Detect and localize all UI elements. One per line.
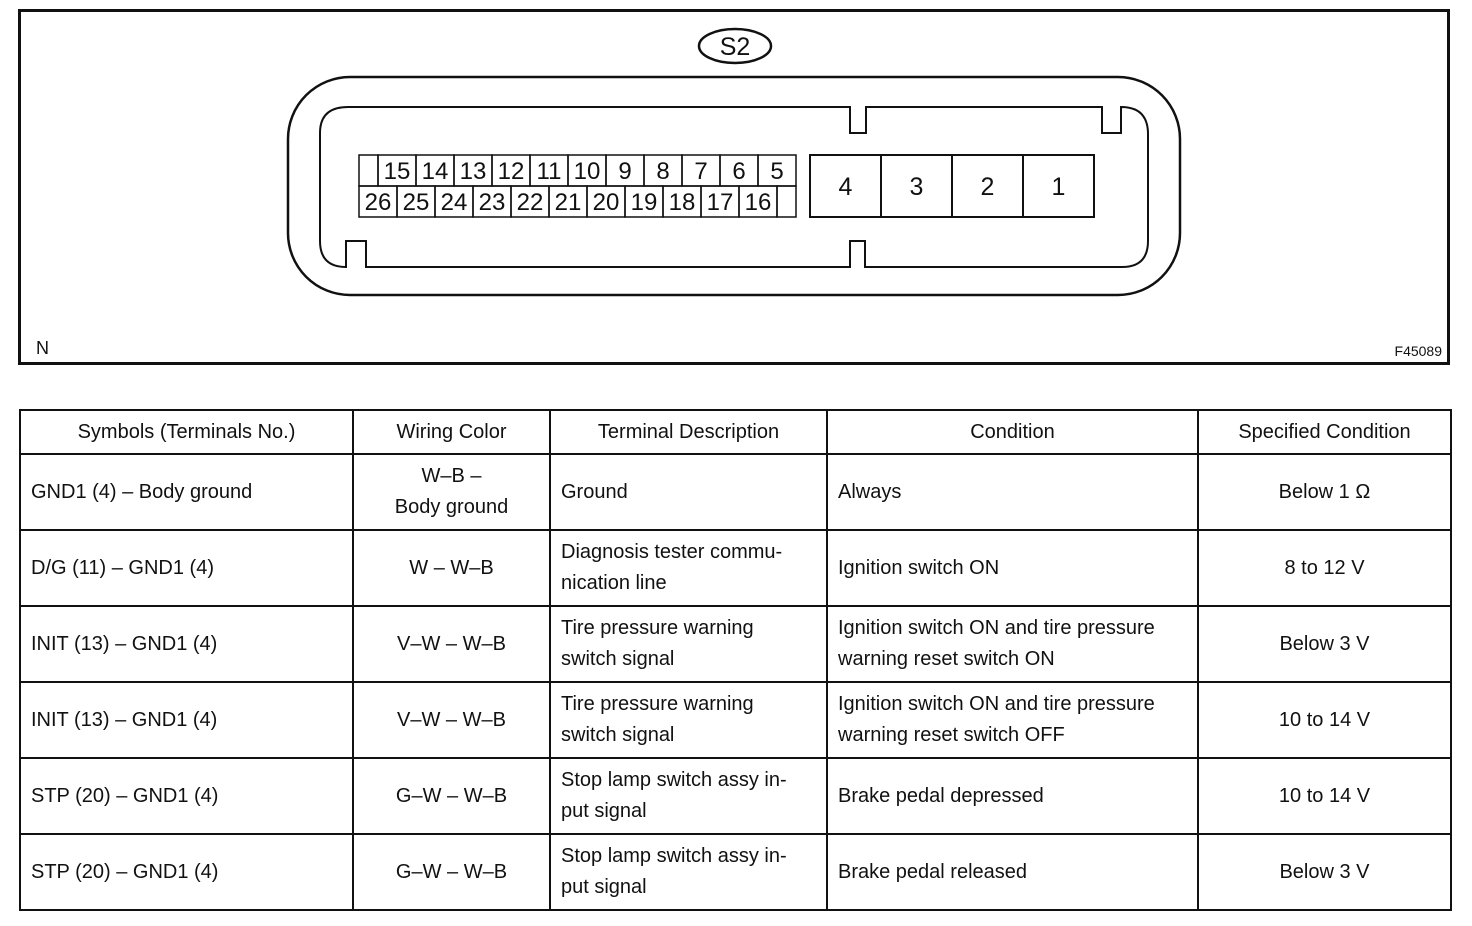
wiring-color-line: Body ground (394, 496, 509, 518)
pin-number: 11 (536, 158, 562, 185)
large-pin-number: 1 (1051, 173, 1066, 201)
table-row (20, 682, 1451, 758)
cell-condition: Brake pedal depressed (827, 758, 1198, 834)
pin-number: 24 (440, 189, 468, 216)
table-row (20, 530, 1451, 606)
header-wiring-color: Wiring Color (353, 410, 550, 454)
wiring-color-line: W – W–B (409, 556, 494, 579)
cell-symbols: GND1 (4) – Body ground (20, 454, 353, 530)
cell-symbols: INIT (13) – GND1 (4) (20, 606, 353, 682)
pin-number: 26 (364, 189, 392, 216)
header-symbols: Symbols (Terminals No.) (20, 410, 353, 454)
pin-blank (359, 155, 378, 186)
pin-number: 6 (732, 158, 746, 185)
connector-diagram (18, 9, 1450, 365)
wiring-color-line: V–W – W–B (397, 632, 506, 655)
table-header-row (20, 410, 1451, 454)
cell-wiring-color (353, 834, 550, 910)
pin-blank (777, 186, 796, 217)
cell-condition: Ignition switch ON (827, 530, 1198, 606)
cell-terminal-description: Tire pressure warning switch signal (550, 606, 827, 682)
cell-symbols: D/G (11) – GND1 (4) (20, 530, 353, 606)
wiring-color-line: G–W – W–B (395, 860, 508, 883)
cell-condition: Ignition switch ON and tire pressure warning reset switch ON (827, 606, 1198, 682)
large-pin-block (810, 155, 1094, 217)
table-row (20, 606, 1451, 682)
pin-number: 14 (421, 158, 449, 185)
cell-condition: Always (827, 454, 1198, 530)
pin-number: 18 (668, 189, 696, 216)
wiring-color-line: V–W – W–B (397, 708, 506, 731)
pin-number: 13 (459, 158, 487, 185)
cell-specified-condition: Below 3 V (1198, 834, 1451, 910)
cell-terminal-description: Stop lamp switch assy in- put signal (550, 758, 827, 834)
pin-number: 9 (618, 158, 632, 185)
figure-code: F45089 (1394, 343, 1442, 359)
corner-label-left: N (36, 338, 49, 358)
cell-terminal-description: Diagnosis tester commu- nication line (550, 530, 827, 606)
large-pin-number: 3 (909, 173, 924, 201)
large-pin-number: 2 (980, 173, 995, 201)
pin-number: 23 (478, 189, 506, 216)
pin-number: 15 (383, 158, 411, 185)
pin-number: 8 (656, 158, 670, 185)
cell-terminal-description: Tire pressure warning switch signal (550, 682, 827, 758)
cell-symbols: STP (20) – GND1 (4) (20, 834, 353, 910)
cell-specified-condition: Below 1 Ω (1198, 454, 1451, 530)
cell-wiring-color (353, 530, 550, 606)
pin-number: 25 (402, 189, 430, 216)
header-condition: Condition (827, 410, 1198, 454)
table-row (20, 758, 1451, 834)
small-pin-block (359, 155, 796, 217)
terminal-spec-table (19, 409, 1452, 911)
cell-specified-condition: 10 to 14 V (1198, 682, 1451, 758)
pin-number: 20 (592, 189, 620, 216)
pin-number: 19 (630, 189, 658, 216)
cell-symbols: STP (20) – GND1 (4) (20, 758, 353, 834)
cell-wiring-color (353, 606, 550, 682)
cell-condition: Brake pedal released (827, 834, 1198, 910)
cell-symbols: INIT (13) – GND1 (4) (20, 682, 353, 758)
cell-specified-condition: Below 3 V (1198, 606, 1451, 682)
large-pin-number: 4 (838, 173, 853, 201)
connector-code: S2 (719, 33, 751, 61)
cell-wiring-color (353, 758, 550, 834)
cell-wiring-color (353, 682, 550, 758)
cell-terminal-description: Ground (550, 454, 827, 530)
cell-wiring-color (353, 454, 550, 530)
pin-number: 12 (497, 158, 525, 185)
pin-number: 22 (516, 189, 544, 216)
wiring-color-line: W–B – (421, 465, 482, 487)
table-row (20, 834, 1451, 910)
cell-specified-condition: 8 to 12 V (1198, 530, 1451, 606)
pin-number: 5 (770, 158, 784, 185)
pin-number: 21 (554, 189, 582, 216)
wiring-color-line: G–W – W–B (395, 784, 508, 807)
pin-number: 17 (706, 189, 734, 216)
pin-number: 10 (573, 158, 601, 185)
cell-condition: Ignition switch ON and tire pressure warning reset switch OFF (827, 682, 1198, 758)
cell-specified-condition: 10 to 14 V (1198, 758, 1451, 834)
header-specified-condition: Specified Condition (1198, 410, 1451, 454)
header-terminal-description: Terminal Description (550, 410, 827, 454)
pin-number: 7 (694, 158, 708, 185)
table-row (20, 454, 1451, 530)
cell-terminal-description: Stop lamp switch assy in- put signal (550, 834, 827, 910)
pin-number: 16 (744, 189, 772, 216)
